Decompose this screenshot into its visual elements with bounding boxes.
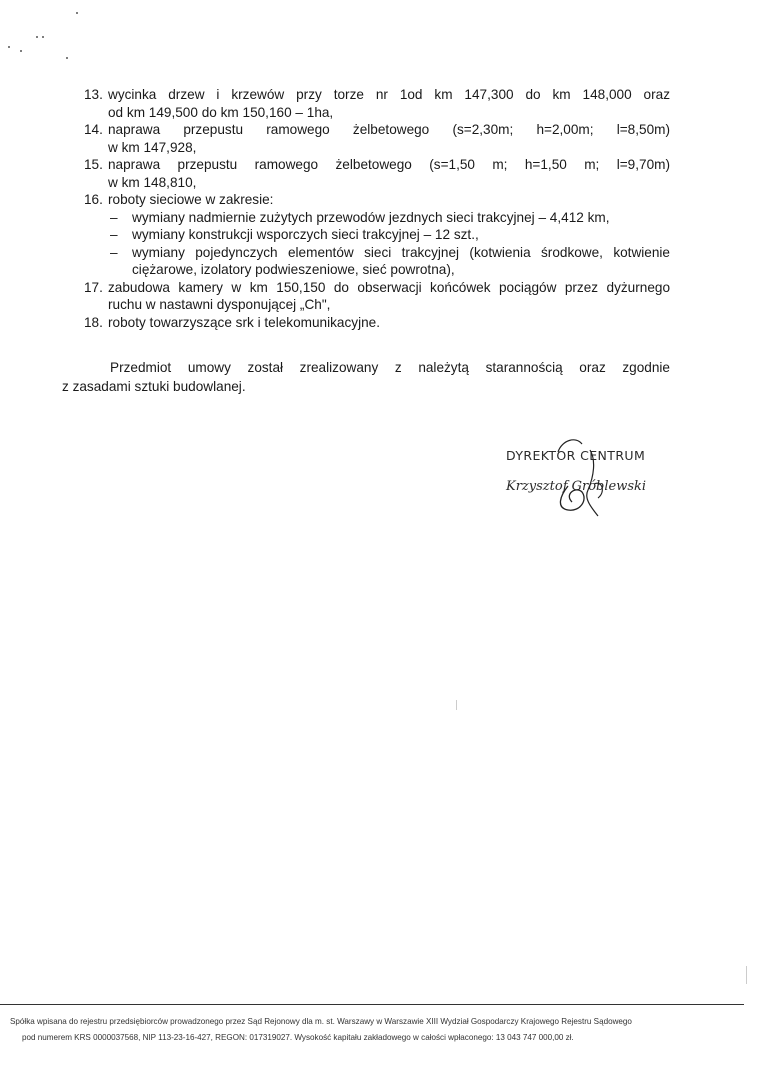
list-item [84, 86, 670, 121]
dash-bullet: – [110, 227, 118, 242]
scan-speck [76, 12, 78, 14]
item-text-line: roboty sieciowe w zakresie: [108, 192, 274, 207]
footer-line: Spółka wpisana do rejestru przedsiębiorców prowadzonego przez Sąd Rejonowy dla m. st. Warszawy w Warszawie XIII Wydział Gospodarczy Krajowego Rejestru Sądowego [10, 1017, 632, 1026]
sub-item-text-line: wymiany pojedynczych elementów sieci trakcyjnej (kotwienia środkowe, kotwienie [132, 244, 670, 260]
paragraph-line: z zasadami sztuki budowlanej. [62, 379, 246, 394]
footer-line: pod numerem KRS 0000037568, NIP 113-23-16-427, REGON: 017319027. Wysokość kapitału zakładowego w całości wpłaconego: 13 043 747 000,00 zł. [22, 1033, 574, 1042]
list-item [84, 121, 670, 156]
scan-speck [42, 36, 44, 38]
closing-paragraph [62, 358, 670, 396]
list-item [84, 314, 670, 332]
item-number: 16. [84, 192, 103, 207]
item-text-line: wycinka drzew i krzewów przy torze nr 1od km 147,300 do km 148,000 oraz [108, 87, 670, 102]
sub-list-item [84, 209, 670, 227]
item-text-line: ruchu w nastawni dysponującej „Ch", [108, 297, 331, 312]
signature-name-stamp: Krzysztof Gróblewski [506, 479, 647, 494]
scan-speck [66, 57, 68, 59]
scan-speck [36, 36, 38, 38]
scan-speck [8, 46, 10, 48]
list-item [84, 279, 670, 314]
list-item [84, 156, 670, 191]
scan-speck [20, 50, 22, 52]
dash-bullet: – [110, 244, 118, 260]
item-text-line: naprawa przepustu ramowego żelbetowego (s=2,30m; h=2,00m; l=8,50m) [108, 122, 670, 137]
footer [10, 1014, 740, 1046]
sub-item-text-line: ciężarowe, izolatory podwieszeniowe, sieć powrotna), [132, 262, 455, 277]
item-number: 14. [84, 122, 103, 137]
item-number: 18. [84, 314, 103, 330]
signature-block [498, 436, 668, 526]
works-list [84, 86, 670, 331]
sub-list-item [84, 244, 670, 279]
item-text-line: roboty towarzyszące srk i telekomunikacyjne. [108, 314, 380, 330]
item-text-line: naprawa przepustu ramowego żelbetowego (s=1,50 m; h=1,50 m; l=9,70m) [108, 157, 670, 172]
footer-divider [0, 1004, 744, 1005]
handwritten-signature [498, 436, 668, 526]
sub-list-item [84, 226, 670, 244]
sub-item-text-line: wymiany nadmiernie zużytych przewodów jezdnych sieci trakcyjnej – 4,412 km, [132, 209, 610, 225]
dash-bullet: – [110, 209, 118, 225]
item-number: 15. [84, 157, 103, 172]
item-number: 13. [84, 87, 103, 102]
scan-mark [456, 700, 457, 710]
list-item [84, 191, 670, 209]
item-text-line: od km 149,500 do km 150,160 – 1ha, [108, 104, 334, 120]
item-text-line: w km 147,928, [108, 139, 197, 155]
item-number: 17. [84, 279, 103, 295]
sub-item-text-line: wymiany konstrukcji wsporczych sieci trakcyjnej – 12 szt., [132, 227, 479, 242]
paragraph-line: Przedmiot umowy został zrealizowany z należytą starannością oraz zgodnie [110, 360, 670, 375]
scan-mark [746, 966, 747, 984]
signature-title-stamp: DYREKTOR CENTRUM [506, 448, 646, 463]
item-text-line: w km 148,810, [108, 174, 197, 190]
item-text-line: zabudowa kamery w km 150,150 do obserwacji końcówek pociągów przez dyżurnego [108, 279, 670, 295]
